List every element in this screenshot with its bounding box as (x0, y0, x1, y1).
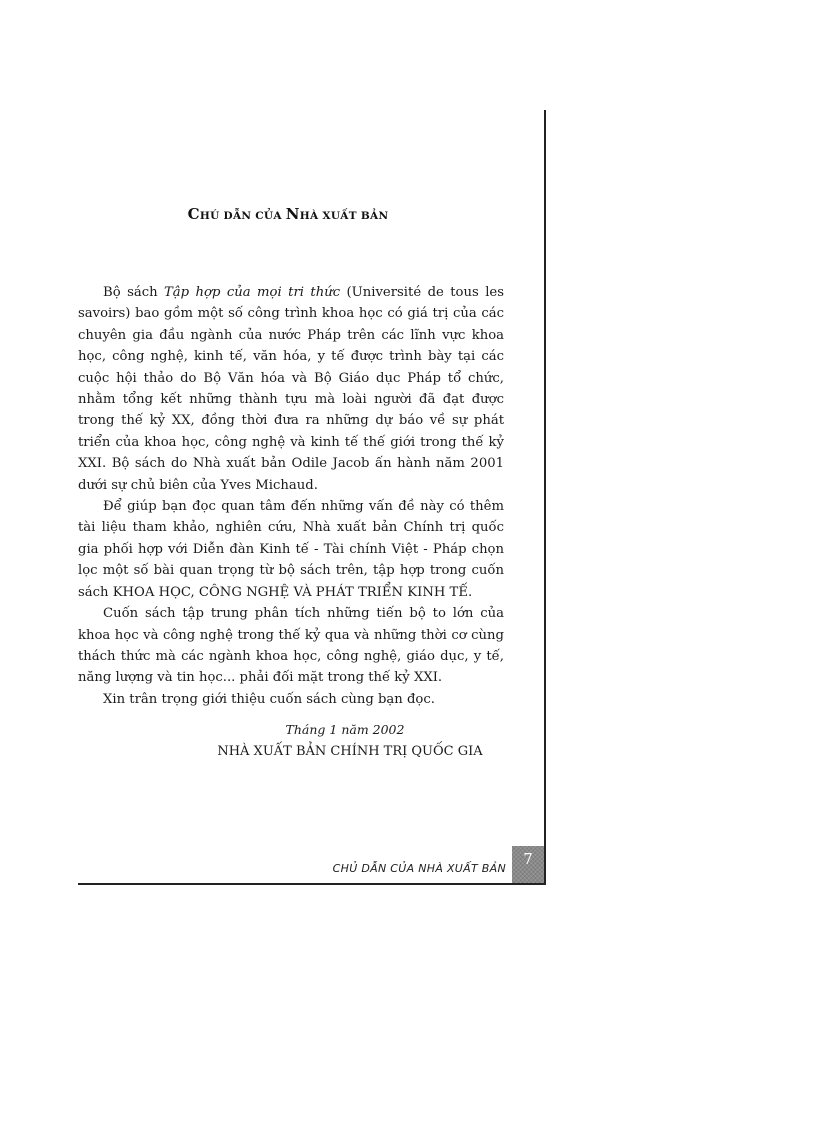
paragraph-1-rest: (Université de tous les savoirs) bao gồm một số công trình khoa học có giá trị của các chuyên gia đầu ngành của nước Pháp trên các lĩnh vực khoa học, công nghệ, kinh tế, văn hóa, y tế được trình bày tại các cuộc hội thảo do Bộ Văn hóa và Bộ Giáo dục Pháp tổ chức, nhằm tổng kết những thành tựu mà loài người đã đạt được trong thế kỷ XX, đồng thời đưa ra những dự báo về sự phát triển của khoa học, công nghệ và kinh tế thế giới trong thế kỷ XXI. Bộ sách do Nhà xuất bản Odile Jacob ấn hành năm 2001 dưới sự chủ biên của Yves Michaud. (78, 285, 504, 493)
title-initial-2: N (285, 205, 300, 223)
signature-organization: NHÀ XUẤT BẢN CHÍNH TRỊ QUỐC GIA (217, 744, 483, 759)
right-border-rule (544, 110, 546, 884)
page-number-box (512, 846, 544, 883)
paragraph-1 (78, 282, 504, 496)
title-smallcaps-2: HÀ XUẤT BẢN (299, 210, 389, 222)
bottom-border-rule (78, 883, 546, 885)
paragraph-4: Xin trân trọng giới thiệu cuốn sách cùng bạn đọc. (103, 691, 435, 707)
title-smallcaps-1: HÚ DẪN CỦA (199, 210, 286, 222)
running-footer-title: CHỦ DẪN CỦA NHÀ XUẤT BẢN (332, 862, 506, 875)
title-initial-1: C (187, 205, 200, 223)
book-series-title: Tập hợp của mọi tri thức (164, 285, 341, 300)
page-number: 7 (523, 850, 533, 868)
body-text (78, 282, 504, 710)
paragraph-2: Để giúp bạn đọc quan tâm đến những vấn đề này có thêm tài liệu tham khảo, nghiên cứu, Nhà xuất bản Chính trị quốc gia phối hợp với Diễn đàn Kinh tế - Tài chính Việt - Pháp chọn lọc một số bài quan trọng từ bộ sách trên, tập hợp trong cuốn sách KHOA HỌC, CÔNG NGHỆ VÀ PHÁT TRIỂN KINH TẾ. (78, 499, 504, 600)
signature-date: Tháng 1 năm 2002 (285, 722, 405, 737)
paragraph-3: Cuốn sách tập trung phân tích những tiến bộ to lớn của khoa học và công nghệ trong thế kỷ qua và những thời cơ cùng thách thức mà các ngành khoa học, công nghệ, giáo dục, y tế, năng lượng và tin học... phải đối mặt trong thế kỷ XXI. (78, 606, 504, 686)
page-title (78, 205, 498, 223)
paragraph-1-lead: Bộ sách (103, 285, 165, 300)
